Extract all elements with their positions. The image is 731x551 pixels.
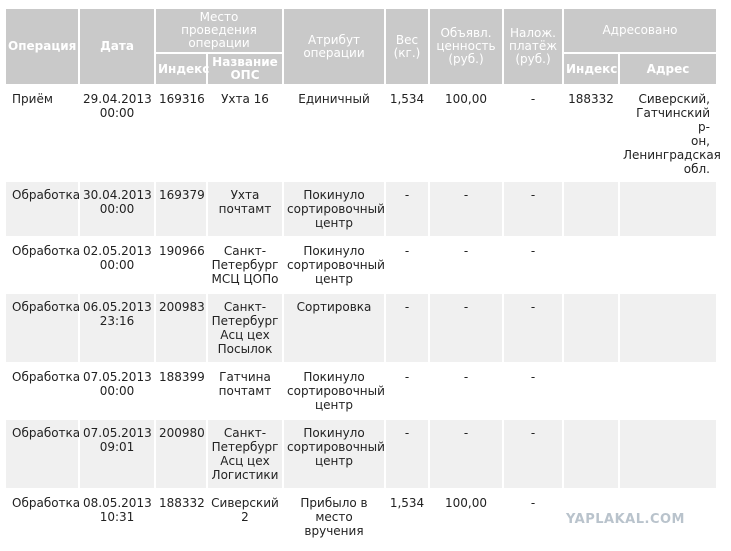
cell-date: 07.05.2013 09:01 <box>79 419 155 489</box>
col-header-addressed: Адресовано <box>563 8 717 53</box>
cell-date: 30.04.2013 00:00 <box>79 181 155 237</box>
cell-attribute: Прибыло в место вручения <box>283 489 385 545</box>
cell-addr-index <box>563 363 619 419</box>
cell-cod: - <box>503 237 563 293</box>
cell-declared-value: 100,00 <box>429 489 503 545</box>
table-row <box>5 85 717 181</box>
cell-ops-name: Сиверский 2 <box>207 489 283 545</box>
watermark-logo: YAPLAKAL.COM <box>566 512 685 527</box>
col-header-place: Место проведения операции <box>155 8 283 53</box>
cell-addr-address <box>619 419 717 489</box>
cell-operation: Обработка <box>5 181 79 237</box>
cell-index: 200980 <box>155 419 207 489</box>
tracking-table <box>4 7 721 546</box>
cell-attribute: Покинуло сортировочный центр <box>283 237 385 293</box>
cell-operation: Обработка <box>5 489 79 545</box>
cell-weight: - <box>385 237 429 293</box>
cell-index: 169316 <box>155 85 207 181</box>
col-header-place-name: Название ОПС <box>207 53 283 85</box>
cell-date: 08.05.2013 10:31 <box>79 489 155 545</box>
cell-index: 200983 <box>155 293 207 363</box>
cell-weight: - <box>385 363 429 419</box>
cell-attribute: Покинуло сортировочный центр <box>283 181 385 237</box>
cell-attribute: Покинуло сортировочный центр <box>283 363 385 419</box>
cell-attribute: Покинуло сортировочный центр <box>283 419 385 489</box>
cell-addr-address <box>619 293 717 363</box>
cell-weight: - <box>385 419 429 489</box>
cell-date: 06.05.2013 23:16 <box>79 293 155 363</box>
cell-addr-address: Сиверский, Гатчинский р- он, Ленинградская обл. <box>619 85 717 181</box>
cell-declared-value: - <box>429 181 503 237</box>
cell-ops-name: Санкт- Петербург Асц цех Посылок <box>207 293 283 363</box>
cell-addr-index <box>563 237 619 293</box>
cell-weight: 1,534 <box>385 85 429 181</box>
cell-ops-name: Гатчина почтамт <box>207 363 283 419</box>
cell-addr-address <box>619 181 717 237</box>
cell-operation: Обработка <box>5 293 79 363</box>
col-header-addr-index: Индекс <box>563 53 619 85</box>
cell-ops-name: Санкт- Петербург МСЦ ЦОПо <box>207 237 283 293</box>
cell-operation: Обработка <box>5 419 79 489</box>
cell-date: 29.04.2013 00:00 <box>79 85 155 181</box>
cell-ops-name: Ухта почтамт <box>207 181 283 237</box>
cell-cod: - <box>503 419 563 489</box>
col-header-operation: Операция <box>5 8 79 85</box>
col-header-cod: Налож. платёж (руб.) <box>503 8 563 85</box>
cell-operation: Приём <box>5 85 79 181</box>
cell-operation: Обработка <box>5 237 79 293</box>
cell-cod: - <box>503 181 563 237</box>
cell-attribute: Сортировка <box>283 293 385 363</box>
cell-addr-address <box>619 363 717 419</box>
table-row <box>5 363 717 419</box>
col-header-weight: Вес (кг.) <box>385 8 429 85</box>
cell-addr-address <box>619 237 717 293</box>
cell-cod: - <box>503 85 563 181</box>
cell-cod: - <box>503 293 563 363</box>
col-header-addr-address: Адрес <box>619 53 717 85</box>
cell-attribute: Единичный <box>283 85 385 181</box>
cell-addr-index <box>563 419 619 489</box>
cell-declared-value: - <box>429 363 503 419</box>
cell-ops-name: Ухта 16 <box>207 85 283 181</box>
cell-weight: - <box>385 293 429 363</box>
cell-declared-value: 100,00 <box>429 85 503 181</box>
cell-addr-index: 188332 <box>563 85 619 181</box>
table-row <box>5 293 717 363</box>
table-row <box>5 237 717 293</box>
cell-operation: Обработка <box>5 363 79 419</box>
table-row <box>5 419 717 489</box>
cell-cod: - <box>503 489 563 545</box>
cell-weight: - <box>385 181 429 237</box>
cell-date: 02.05.2013 00:00 <box>79 237 155 293</box>
header-row-top <box>5 8 717 53</box>
col-header-attribute: Атрибут операции <box>283 8 385 85</box>
cell-declared-value: - <box>429 293 503 363</box>
cell-addr-index <box>563 181 619 237</box>
cell-index: 169379 <box>155 181 207 237</box>
cell-cod: - <box>503 363 563 419</box>
cell-declared-value: - <box>429 419 503 489</box>
cell-index: 188332 <box>155 489 207 545</box>
col-header-date: Дата <box>79 8 155 85</box>
cell-weight: 1,534 <box>385 489 429 545</box>
cell-addr-index <box>563 293 619 363</box>
cell-declared-value: - <box>429 237 503 293</box>
col-header-place-index: Индекс <box>155 53 207 85</box>
cell-index: 190966 <box>155 237 207 293</box>
cell-ops-name: Санкт- Петербург Асц цех Логистики <box>207 419 283 489</box>
cell-index: 188399 <box>155 363 207 419</box>
table-row <box>5 181 717 237</box>
col-header-declared-value: Объявл. ценность (руб.) <box>429 8 503 85</box>
cell-date: 07.05.2013 00:00 <box>79 363 155 419</box>
